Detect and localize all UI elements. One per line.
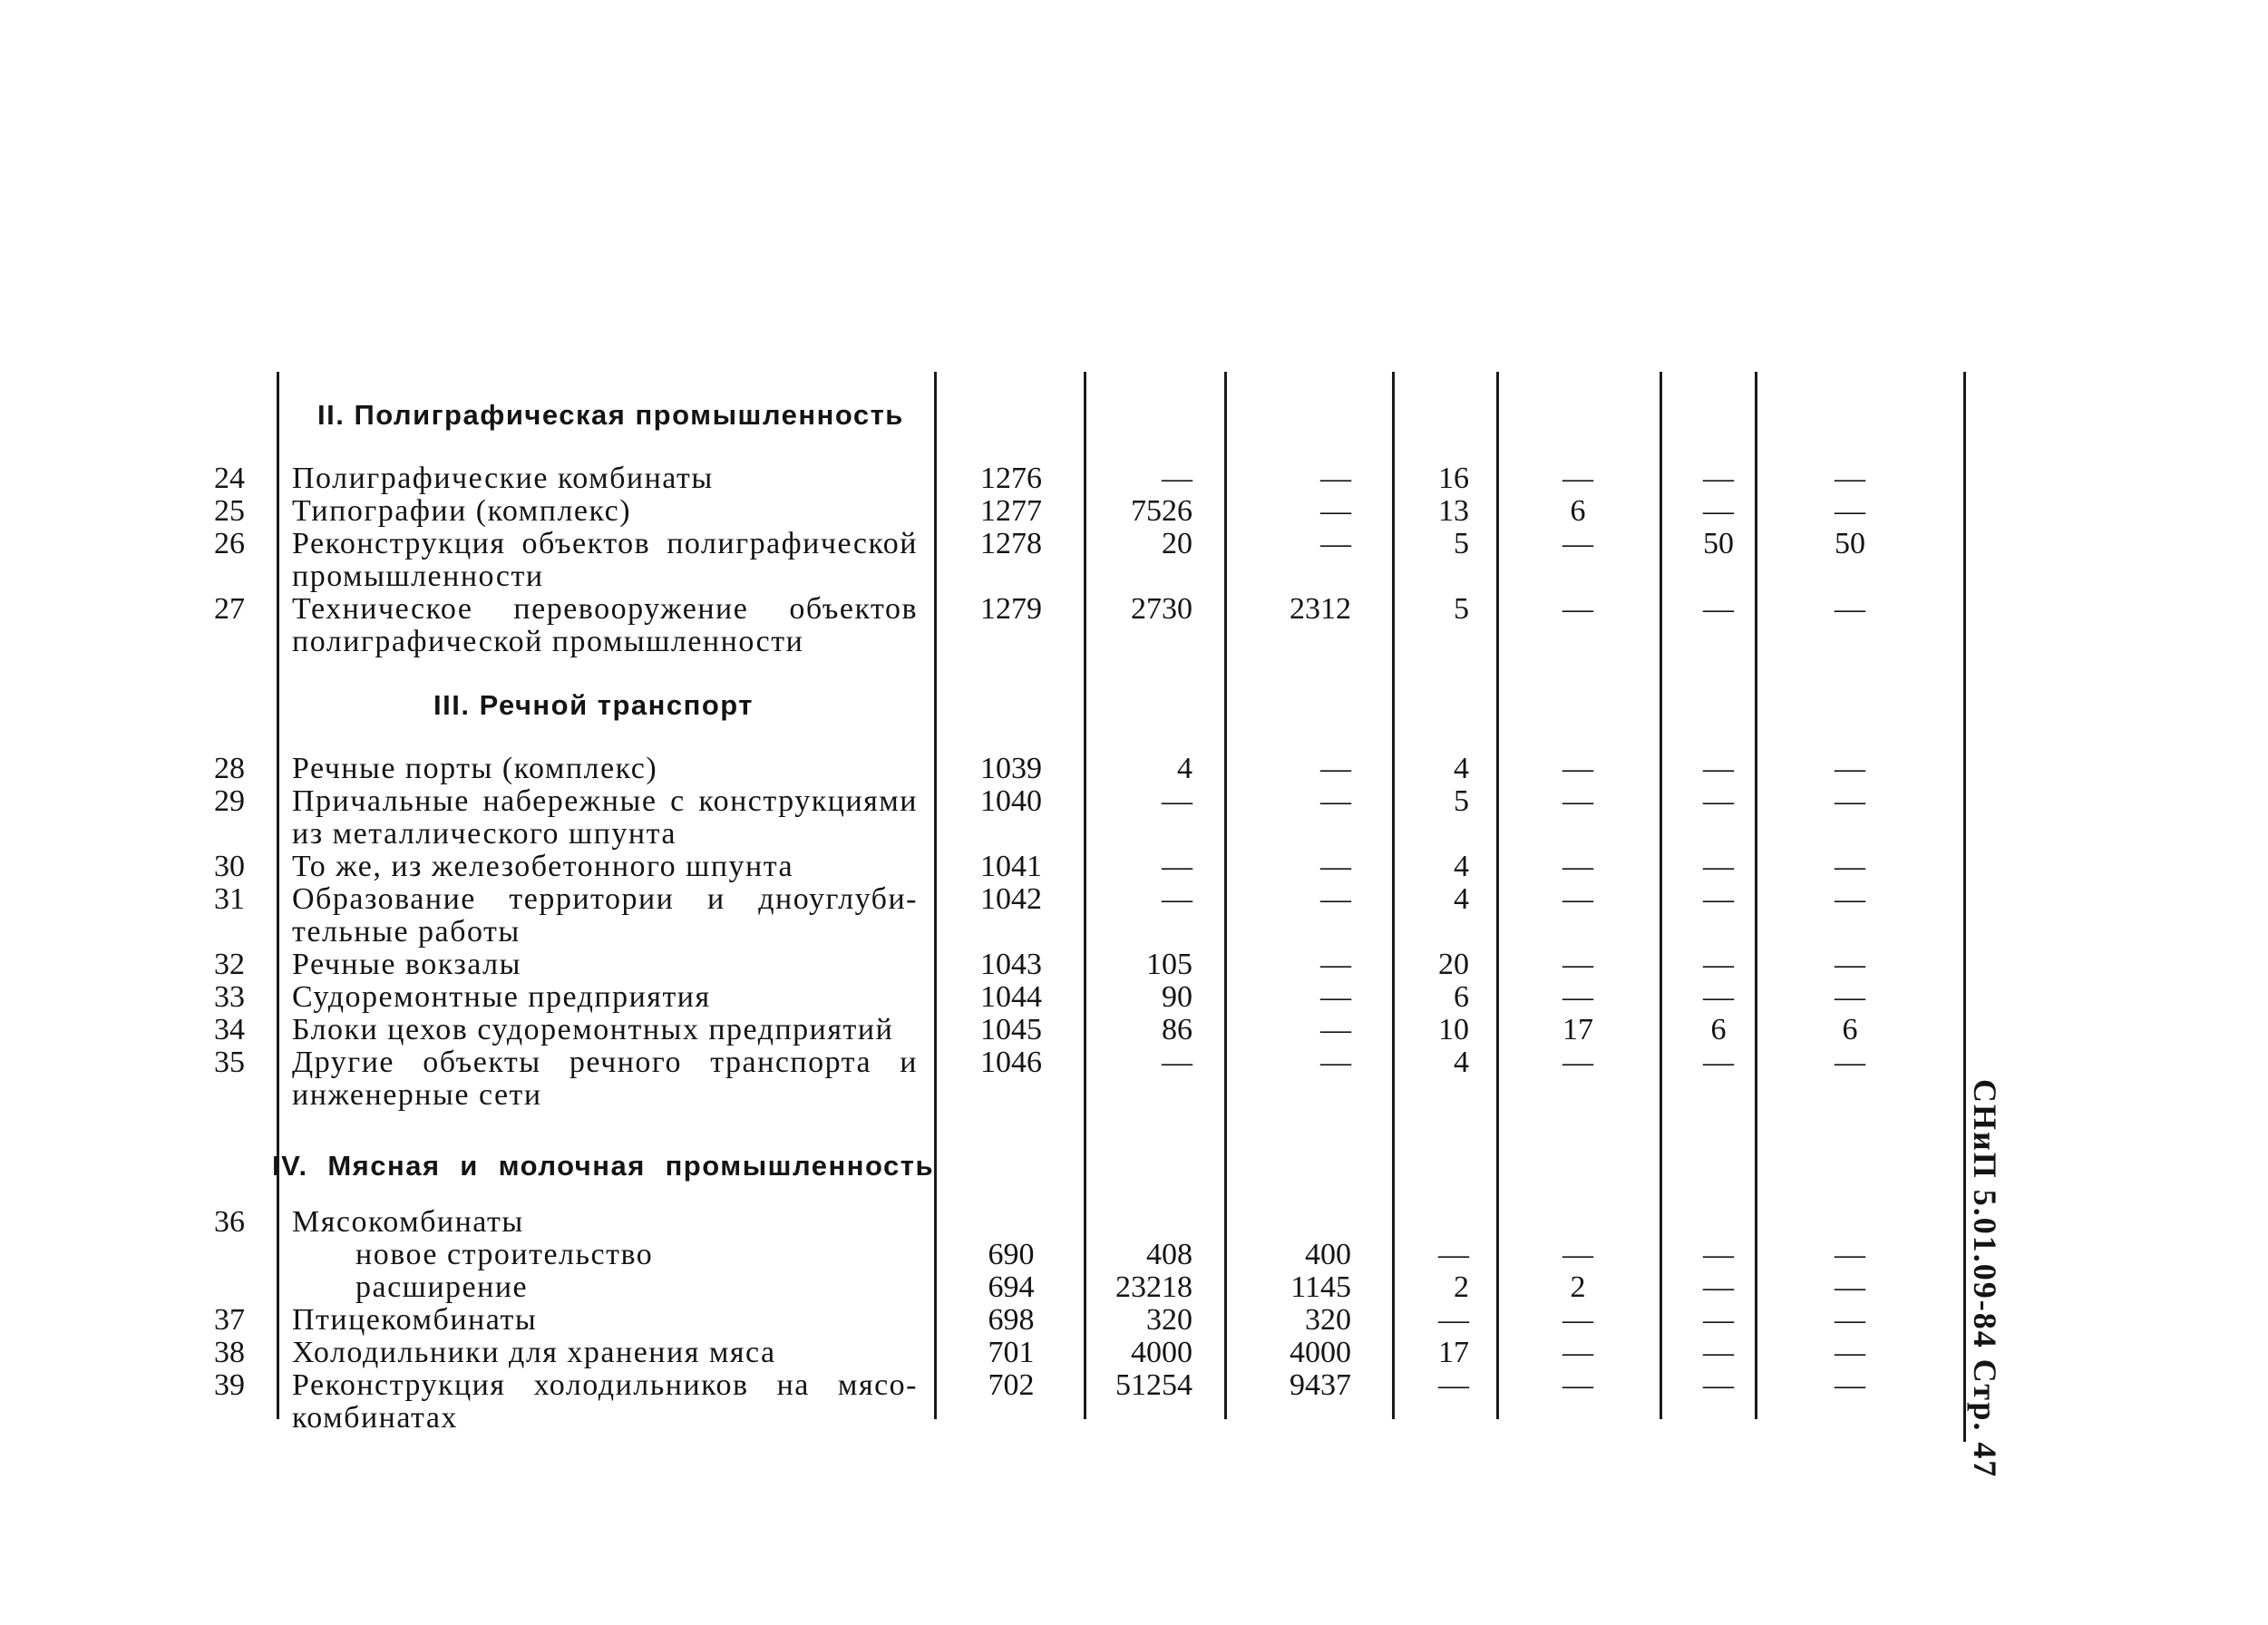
row-description: Судоремонтные предприятия [292,980,711,1014]
value-cell-5: 2 [1570,1270,1586,1304]
row-description: Блоки цехов судоремонтных предприятий [292,1013,894,1046]
column-rule-7 [1660,372,1662,1419]
row-number: 24 [214,462,245,495]
value-cell-5: — [1562,462,1593,495]
code-cell: 1039 [980,752,1042,785]
row-description: из металлического шпунта [292,817,677,851]
row-number: 32 [214,948,245,981]
row-description: промышленности [292,560,544,593]
value-cell-4: 4 [1454,882,1469,916]
value-cell-4: 16 [1438,462,1469,495]
row-description: новое строительство [355,1238,654,1271]
value-cell-7: — [1835,462,1865,495]
value-cell-7: — [1835,1336,1865,1369]
value-cell-3: 9437 [1290,1368,1351,1402]
value-cell-6: — [1703,752,1734,785]
value-cell-4: 2 [1454,1270,1469,1304]
value-cell-5: — [1562,1238,1593,1271]
code-cell: 1277 [980,494,1042,528]
code-cell: 1044 [980,980,1042,1014]
row-number: 31 [214,882,245,916]
value-cell-5: 6 [1570,494,1586,528]
value-cell-4: 5 [1454,527,1469,560]
value-cell-5: — [1562,527,1593,560]
value-cell-4: 4 [1454,1046,1469,1079]
value-cell-2: 51254 [1115,1368,1192,1402]
value-cell-2: — [1162,850,1192,883]
row-number: 37 [214,1303,245,1337]
value-cell-6: — [1703,1270,1734,1304]
value-cell-6: — [1703,592,1734,626]
value-cell-2: 86 [1162,1013,1192,1046]
row-number: 33 [214,980,245,1014]
value-cell-2: — [1162,462,1192,495]
value-cell-3: — [1320,462,1351,495]
value-cell-2: 2730 [1131,592,1192,626]
value-cell-3: 320 [1305,1303,1351,1337]
value-cell-5: — [1562,980,1593,1014]
column-rule-2 [934,372,937,1419]
row-description: тельные работы [292,915,521,949]
value-cell-5: — [1562,1303,1593,1337]
row-number: 25 [214,494,245,528]
row-number: 39 [214,1368,245,1402]
value-cell-3: 1145 [1290,1270,1351,1304]
row-number: 35 [214,1046,245,1079]
value-cell-2: 7526 [1131,494,1192,528]
value-cell-2: 320 [1146,1303,1192,1337]
row-description: полиграфической промышленности [292,625,804,658]
value-cell-2: 4000 [1131,1336,1192,1369]
row-description: Холодильники для хранения мяса [292,1336,776,1369]
row-description: Реконструкция холодильников на мясо- [292,1368,918,1402]
value-cell-7: 6 [1842,1013,1858,1046]
code-cell: 701 [988,1336,1035,1369]
value-cell-5: — [1562,1046,1593,1079]
value-cell-4: 4 [1454,850,1469,883]
value-cell-2: — [1162,882,1192,916]
section-heading: IV. Мясная и молочная промышленность [272,1150,934,1182]
value-cell-7: — [1835,850,1865,883]
value-cell-2: 4 [1177,752,1192,785]
code-cell: 1046 [980,1046,1042,1079]
value-cell-3: — [1320,948,1351,981]
value-cell-6: — [1703,494,1734,528]
row-description: расширение [355,1270,529,1304]
value-cell-2: 90 [1162,980,1192,1014]
row-number: 26 [214,527,245,560]
value-cell-4: 5 [1454,592,1469,626]
value-cell-6: 6 [1710,1013,1727,1046]
row-number: 27 [214,592,245,626]
row-number: 28 [214,752,245,785]
value-cell-6: — [1703,1046,1734,1079]
value-cell-4: 10 [1438,1013,1469,1046]
value-cell-3: — [1320,1046,1351,1079]
value-cell-7: — [1835,784,1865,818]
code-cell: 1045 [980,1013,1042,1046]
value-cell-5: — [1562,592,1593,626]
value-cell-6: — [1703,980,1734,1014]
section-heading: III. Речной транспорт [433,689,754,721]
value-cell-4: 13 [1438,494,1469,528]
value-cell-3: 4000 [1290,1336,1351,1369]
value-cell-6: — [1703,882,1734,916]
value-cell-3: — [1320,752,1351,785]
row-description: Птицекомбинаты [292,1303,538,1337]
row-description: Причальные набережные с конструкциями [292,784,918,818]
code-cell: 1278 [980,527,1042,560]
row-description: То же, из железобетонного шпунта [292,850,794,883]
value-cell-7: — [1835,494,1865,528]
section-heading: II. Полиграфическая промышленность [317,399,904,431]
value-cell-3: — [1320,784,1351,818]
row-number: 30 [214,850,245,883]
row-description: Реконструкция объектов полиграфической [292,527,918,560]
value-cell-5: — [1562,882,1593,916]
code-cell: 1276 [980,462,1042,495]
value-cell-5: — [1562,1368,1593,1402]
value-cell-7: — [1835,882,1865,916]
code-cell: 694 [988,1270,1035,1304]
row-description: Техническое перевооружение объектов [292,592,918,626]
value-cell-6: — [1703,462,1734,495]
value-cell-3: — [1320,1013,1351,1046]
column-rule-8 [1755,372,1757,1419]
value-cell-4: — [1438,1368,1469,1402]
value-cell-3: — [1320,527,1351,560]
value-cell-2: 20 [1162,527,1192,560]
value-cell-5: — [1562,784,1593,818]
value-cell-7: — [1835,1238,1865,1271]
value-cell-6: 50 [1703,527,1734,560]
value-cell-2: 105 [1146,948,1192,981]
value-cell-5: — [1562,850,1593,883]
code-cell: 690 [988,1238,1035,1271]
value-cell-5: — [1562,752,1593,785]
value-cell-3: — [1320,494,1351,528]
column-rule-1 [277,372,279,1419]
value-cell-6: — [1703,784,1734,818]
value-cell-3: 2312 [1290,592,1351,626]
row-description: Мясокомбинаты [292,1205,524,1239]
value-cell-6: — [1703,850,1734,883]
value-cell-4: 4 [1454,752,1469,785]
code-cell: 1043 [980,948,1042,981]
row-number: 34 [214,1013,245,1046]
column-rule-4 [1224,372,1227,1419]
value-cell-3: — [1320,980,1351,1014]
value-cell-5: — [1562,948,1593,981]
value-cell-4: — [1438,1303,1469,1337]
value-cell-6: — [1703,1238,1734,1271]
value-cell-3: 400 [1305,1238,1351,1271]
value-cell-3: — [1320,882,1351,916]
value-cell-7: — [1835,1303,1865,1337]
value-cell-6: — [1703,1303,1734,1337]
value-cell-7: — [1835,752,1865,785]
code-cell: 1279 [980,592,1042,626]
value-cell-7: — [1835,592,1865,626]
value-cell-4: — [1438,1238,1469,1271]
column-rule-6 [1496,372,1499,1419]
row-number: 29 [214,784,245,818]
value-cell-7: — [1835,1270,1865,1304]
value-cell-6: — [1703,948,1734,981]
row-description: инженерные сети [292,1078,542,1112]
row-description: Речные порты (комплекс) [292,752,658,785]
row-description: комбинатах [292,1401,458,1435]
code-cell: 698 [988,1303,1035,1337]
value-cell-4: 6 [1454,980,1469,1014]
value-cell-4: 17 [1438,1336,1469,1369]
value-cell-6: — [1703,1336,1734,1369]
value-cell-3: — [1320,850,1351,883]
value-cell-7: — [1835,1046,1865,1079]
row-number: 36 [214,1205,245,1239]
row-description: Полиграфические комбинаты [292,462,714,495]
value-cell-6: — [1703,1368,1734,1402]
page-header-side: СНиП 5.01.09-84 Стр. 47 [1967,1079,2003,1479]
value-cell-7: — [1835,980,1865,1014]
row-description: Типографии (комплекс) [292,494,632,528]
value-cell-5: — [1562,1336,1593,1369]
column-rule-5 [1392,372,1395,1419]
code-cell: 702 [988,1368,1035,1402]
value-cell-7: 50 [1835,527,1865,560]
code-cell: 1041 [980,850,1042,883]
code-cell: 1040 [980,784,1042,818]
row-description: Речные вокзалы [292,948,521,981]
value-cell-4: 5 [1454,784,1469,818]
value-cell-5: 17 [1562,1013,1593,1046]
value-cell-2: — [1162,784,1192,818]
value-cell-2: 408 [1146,1238,1192,1271]
value-cell-7: — [1835,948,1865,981]
row-description: Другие объекты речного транспорта и [292,1046,918,1079]
row-description: Образование территории и дноуглуби- [292,882,918,916]
value-cell-7: — [1835,1368,1865,1402]
value-cell-2: — [1162,1046,1192,1079]
value-cell-2: 23218 [1115,1270,1192,1304]
value-cell-4: 20 [1438,948,1469,981]
code-cell: 1042 [980,882,1042,916]
row-number: 38 [214,1336,245,1369]
